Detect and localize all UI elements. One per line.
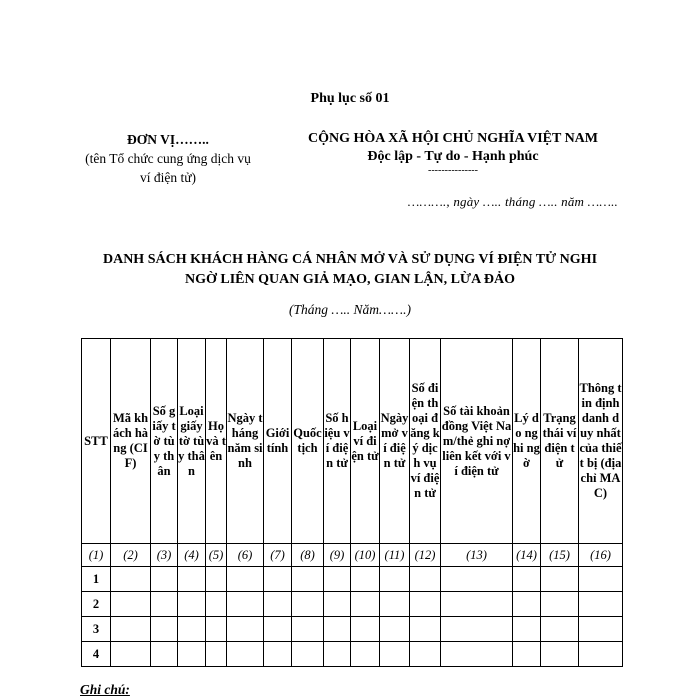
column-header: Số tài khoản đồng Việt Nam/thẻ ghi nợ liên kết với ví điện tử — [441, 339, 513, 544]
document-title-line-1: DANH SÁCH KHÁCH HÀNG CÁ NHÂN MỞ VÀ SỬ DỤNG VÍ ĐIỆN TỬ NGHI — [102, 252, 598, 267]
column-index: (1) — [82, 544, 111, 567]
column-header: Số giấy tờ tùy thân — [151, 339, 178, 544]
column-index: (2) — [111, 544, 151, 567]
state-rule: --------------- — [428, 165, 478, 176]
column-index: (3) — [151, 544, 178, 567]
table-cell — [227, 642, 264, 667]
column-index: (11) — [380, 544, 410, 567]
column-index: (9) — [324, 544, 351, 567]
table-cell — [541, 567, 579, 592]
column-index: (5) — [206, 544, 227, 567]
table-cell — [541, 642, 579, 667]
column-header: Loại ví điện tử — [351, 339, 380, 544]
table-cell — [151, 592, 178, 617]
table-cell — [111, 567, 151, 592]
table-cell — [292, 592, 324, 617]
column-header: STT — [82, 339, 111, 544]
state-heading-block — [268, 130, 638, 176]
note-label: Ghi chú: — [80, 682, 130, 697]
column-header: Số điện thoại đăng ký dịch vụ ví điện tử — [410, 339, 441, 544]
column-header: Ngày mở ví điện tử — [380, 339, 410, 544]
table-cell — [227, 567, 264, 592]
table-cell — [206, 617, 227, 642]
table-cell — [579, 642, 623, 667]
row-number: 3 — [82, 617, 111, 642]
table-cell — [324, 567, 351, 592]
table-row — [82, 617, 623, 642]
column-header: Ngày tháng năm sinh — [227, 339, 264, 544]
table-cell — [410, 567, 441, 592]
table-cell — [206, 567, 227, 592]
table-cell — [111, 642, 151, 667]
customer-list-table — [81, 338, 623, 667]
table-cell — [292, 617, 324, 642]
table-cell — [151, 617, 178, 642]
organization-block — [68, 130, 268, 187]
table-cell — [541, 617, 579, 642]
column-header: Quốc tịch — [292, 339, 324, 544]
table-cell — [380, 567, 410, 592]
column-index: (7) — [264, 544, 292, 567]
table-cell — [513, 567, 541, 592]
row-number: 4 — [82, 642, 111, 667]
column-index: (8) — [292, 544, 324, 567]
table-cell — [579, 617, 623, 642]
table-cell — [178, 567, 206, 592]
column-header: Mã khách hàng (CIF) — [111, 339, 151, 544]
column-index: (6) — [227, 544, 264, 567]
table-cell — [206, 592, 227, 617]
table-cell — [178, 642, 206, 667]
table-cell — [151, 642, 178, 667]
table-cell — [227, 592, 264, 617]
state-motto: Độc lập - Tự do - Hạnh phúc — [367, 149, 539, 164]
table-cell — [579, 567, 623, 592]
table-row — [82, 592, 623, 617]
appendix-label: Phụ lục số 01 — [310, 91, 390, 106]
table-cell — [351, 617, 380, 642]
table-cell — [380, 642, 410, 667]
column-index-row — [82, 544, 623, 567]
table-cell — [151, 567, 178, 592]
table-cell — [111, 617, 151, 642]
table-cell — [351, 567, 380, 592]
column-header: Họ và tên — [206, 339, 227, 544]
column-index: (13) — [441, 544, 513, 567]
column-header: Số hiệu ví điện tử — [324, 339, 351, 544]
table-cell — [292, 642, 324, 667]
column-index: (12) — [410, 544, 441, 567]
table-cell — [111, 592, 151, 617]
table-cell — [513, 592, 541, 617]
row-number: 2 — [82, 592, 111, 617]
table-cell — [324, 592, 351, 617]
column-index: (15) — [541, 544, 579, 567]
column-index: (10) — [351, 544, 380, 567]
table-cell — [351, 592, 380, 617]
table-cell — [410, 642, 441, 667]
document-title-line-2: NGỜ LIÊN QUAN GIẢ MẠO, GIAN LẬN, LỪA ĐẢO — [184, 272, 516, 287]
table-cell — [324, 642, 351, 667]
organization-note-line-1: (tên Tổ chức cung ứng dịch vụ — [85, 151, 251, 166]
table-cell — [292, 567, 324, 592]
table-cell — [264, 642, 292, 667]
table-cell — [264, 592, 292, 617]
table-cell — [579, 592, 623, 617]
table-cell — [264, 567, 292, 592]
reporting-period: (Tháng ….. Năm…….) — [289, 302, 411, 317]
table-cell — [441, 617, 513, 642]
table-cell — [541, 592, 579, 617]
table-cell — [351, 642, 380, 667]
table-cell — [380, 592, 410, 617]
row-number: 1 — [82, 567, 111, 592]
column-header: Giới tính — [264, 339, 292, 544]
table-cell — [324, 617, 351, 642]
table-cell — [227, 617, 264, 642]
table-row — [82, 642, 623, 667]
column-index: (14) — [513, 544, 541, 567]
organization-title: ĐƠN VỊ…….. — [127, 132, 209, 147]
table-cell — [441, 567, 513, 592]
organization-note-line-2: ví điện tử) — [139, 170, 197, 185]
column-index: (4) — [178, 544, 206, 567]
column-header: Thông tin định danh duy nhất của thiết bị (địa chỉ MAC) — [579, 339, 623, 544]
table-cell — [410, 617, 441, 642]
column-header: Lý do nghi ngờ — [513, 339, 541, 544]
table-cell — [178, 592, 206, 617]
table-row — [82, 567, 623, 592]
table-cell — [380, 617, 410, 642]
state-name: CỘNG HÒA XÃ HỘI CHỦ NGHĨA VIỆT NAM — [307, 131, 598, 146]
table-cell — [513, 642, 541, 667]
table-cell — [410, 592, 441, 617]
document-title — [60, 250, 640, 290]
table-cell — [513, 617, 541, 642]
table-cell — [441, 642, 513, 667]
column-header: Loại giấy tờ tùy thân — [178, 339, 206, 544]
date-line: ………., ngày ….. tháng ….. năm …….. — [407, 194, 618, 209]
column-header: Trạng thái ví điện tử — [541, 339, 579, 544]
table-cell — [206, 642, 227, 667]
table-cell — [264, 617, 292, 642]
table-header-row — [82, 339, 623, 544]
column-index: (16) — [579, 544, 623, 567]
table-cell — [178, 617, 206, 642]
table-cell — [441, 592, 513, 617]
